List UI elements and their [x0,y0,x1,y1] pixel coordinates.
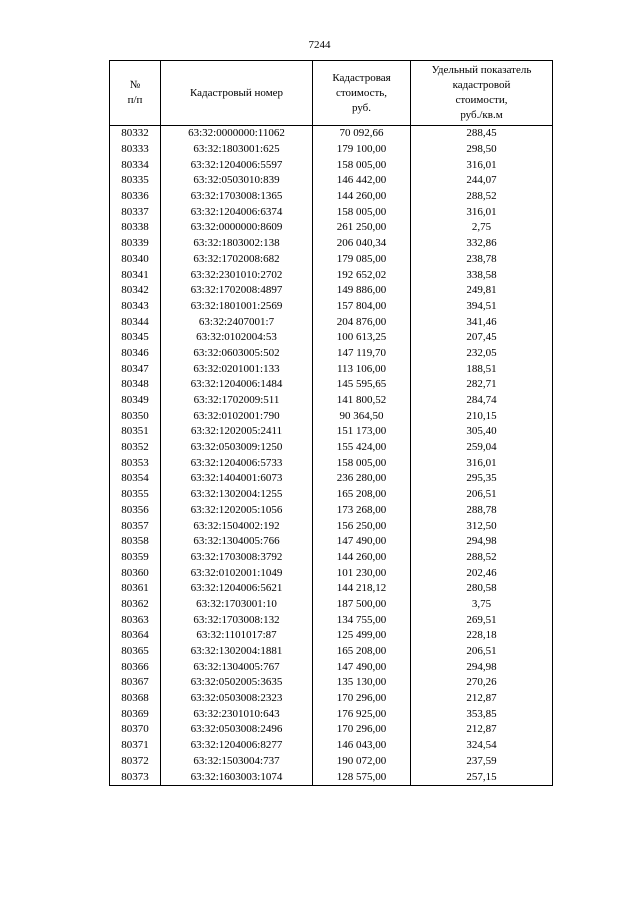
cadastral-number-cell: 63:32:1702008:682 [161,252,313,268]
specific-value-cell: 202,46 [411,565,553,581]
specific-value-cell: 316,01 [411,204,553,220]
row-number-cell: 80349 [110,393,161,409]
table-row [110,283,553,299]
cadastral-number-cell: 63:32:1101017:87 [161,628,313,644]
cadastral-number-cell: 63:32:1703001:10 [161,597,313,613]
cadastral-number-cell: 63:32:1204006:5621 [161,581,313,597]
row-number-cell: 80348 [110,377,161,393]
cadastral-number-cell: 63:32:0503010:839 [161,173,313,189]
row-number-cell: 80344 [110,314,161,330]
specific-value-cell: 288,78 [411,503,553,519]
cadastral-number-cell: 63:32:1504002:192 [161,518,313,534]
row-number-cell: 80334 [110,157,161,173]
cadastral-value-cell: 147 490,00 [313,659,411,675]
table-row [110,534,553,550]
cadastral-value-cell: 179 100,00 [313,142,411,158]
cadastral-number-cell: 63:32:1204006:1484 [161,377,313,393]
specific-value-cell: 324,54 [411,738,553,754]
table-row [110,644,553,660]
row-number-cell: 80341 [110,267,161,283]
specific-value-cell: 294,98 [411,534,553,550]
table-row [110,738,553,754]
row-number-cell: 80369 [110,706,161,722]
cadastral-number-cell: 63:32:0603005:502 [161,346,313,362]
specific-value-cell: 332,86 [411,236,553,252]
specific-value-cell: 338,58 [411,267,553,283]
table-row [110,126,553,142]
specific-value-cell: 282,71 [411,377,553,393]
cadastral-value-cell: 165 208,00 [313,644,411,660]
cadastral-number-cell: 63:32:0102001:1049 [161,565,313,581]
table-row [110,722,553,738]
cadastral-value-cell: 149 886,00 [313,283,411,299]
specific-value-cell: 206,51 [411,644,553,660]
table-row [110,236,553,252]
cadastral-number-cell: 63:32:1302004:1881 [161,644,313,660]
table-row [110,455,553,471]
header-row-number: № п/п [110,61,161,126]
cadastral-number-cell: 63:32:1803002:138 [161,236,313,252]
row-number-cell: 80353 [110,455,161,471]
cadastral-number-cell: 63:32:1202005:1056 [161,503,313,519]
cadastral-value-table [109,60,553,786]
specific-value-cell: 294,98 [411,659,553,675]
cadastral-number-cell: 63:32:2407001:7 [161,314,313,330]
cadastral-value-cell: 158 005,00 [313,204,411,220]
header-row [110,61,553,126]
specific-value-cell: 238,78 [411,252,553,268]
specific-value-cell: 316,01 [411,455,553,471]
row-number-cell: 80363 [110,612,161,628]
header-cadastral-value: Кадастровая стоимость, руб. [313,61,411,126]
cadastral-number-cell: 63:32:1204006:5733 [161,455,313,471]
table-body [110,126,553,786]
table-row [110,628,553,644]
row-number-cell: 80371 [110,738,161,754]
row-number-cell: 80347 [110,361,161,377]
table-row [110,424,553,440]
specific-value-cell: 188,51 [411,361,553,377]
cadastral-value-cell: 146 442,00 [313,173,411,189]
specific-value-cell: 244,07 [411,173,553,189]
row-number-cell: 80357 [110,518,161,534]
cadastral-number-cell: 63:32:1304005:767 [161,659,313,675]
table-row [110,314,553,330]
cadastral-number-cell: 63:32:0503008:2496 [161,722,313,738]
table-row [110,267,553,283]
cadastral-number-cell: 63:32:1703008:132 [161,612,313,628]
cadastral-value-cell: 192 652,02 [313,267,411,283]
table-row [110,408,553,424]
cadastral-value-cell: 134 755,00 [313,612,411,628]
cadastral-value-cell: 147 119,70 [313,346,411,362]
cadastral-number-cell: 63:32:2301010:643 [161,706,313,722]
row-number-cell: 80355 [110,487,161,503]
table-row [110,691,553,707]
row-number-cell: 80337 [110,204,161,220]
row-number-cell: 80350 [110,408,161,424]
table-row [110,612,553,628]
specific-value-cell: 295,35 [411,471,553,487]
row-number-cell: 80333 [110,142,161,158]
cadastral-number-cell: 63:32:1304005:766 [161,534,313,550]
specific-value-cell: 207,45 [411,330,553,346]
cadastral-number-cell: 63:32:1204006:5597 [161,157,313,173]
cadastral-number-cell: 63:32:1204006:8277 [161,738,313,754]
cadastral-number-cell: 63:32:1204006:6374 [161,204,313,220]
table-row [110,220,553,236]
cadastral-number-cell: 63:32:1603003:1074 [161,769,313,785]
cadastral-number-cell: 63:32:1503004:737 [161,754,313,770]
table-row [110,346,553,362]
row-number-cell: 80338 [110,220,161,236]
row-number-cell: 80370 [110,722,161,738]
table-row [110,393,553,409]
specific-value-cell: 237,59 [411,754,553,770]
cadastral-number-cell: 63:32:1702008:4897 [161,283,313,299]
cadastral-number-cell: 63:32:1703008:3792 [161,550,313,566]
row-number-cell: 80359 [110,550,161,566]
table-row [110,518,553,534]
header-cadastral-number: Кадастровый номер [161,61,313,126]
specific-value-cell: 259,04 [411,440,553,456]
cadastral-number-cell: 63:32:0503008:2323 [161,691,313,707]
cadastral-value-cell: 144 260,00 [313,189,411,205]
cadastral-value-cell: 173 268,00 [313,503,411,519]
cadastral-value-cell: 125 499,00 [313,628,411,644]
cadastral-value-cell: 170 296,00 [313,722,411,738]
specific-value-cell: 288,45 [411,126,553,142]
table-row [110,706,553,722]
cadastral-value-cell: 156 250,00 [313,518,411,534]
cadastral-value-cell: 158 005,00 [313,455,411,471]
table-row [110,581,553,597]
specific-value-cell: 288,52 [411,189,553,205]
cadastral-value-cell: 158 005,00 [313,157,411,173]
row-number-cell: 80340 [110,252,161,268]
cadastral-number-cell: 63:32:0000000:11062 [161,126,313,142]
page-number: 7244 [308,39,331,51]
specific-value-cell: 232,05 [411,346,553,362]
specific-value-cell: 341,46 [411,314,553,330]
table-row [110,471,553,487]
table-row [110,377,553,393]
row-number-cell: 80336 [110,189,161,205]
specific-value-cell: 312,50 [411,518,553,534]
cadastral-number-cell: 63:32:1703008:1365 [161,189,313,205]
table-row [110,487,553,503]
cadastral-value-cell: 179 085,00 [313,252,411,268]
cadastral-value-cell: 145 595,65 [313,377,411,393]
row-number-cell: 80335 [110,173,161,189]
cadastral-value-cell: 146 043,00 [313,738,411,754]
cadastral-number-cell: 63:32:1801001:2569 [161,299,313,315]
row-number-cell: 80362 [110,597,161,613]
row-number-cell: 80345 [110,330,161,346]
cadastral-value-cell: 128 575,00 [313,769,411,785]
cadastral-number-cell: 63:32:1302004:1255 [161,487,313,503]
cadastral-value-cell: 144 260,00 [313,550,411,566]
specific-value-cell: 288,52 [411,550,553,566]
row-number-cell: 80364 [110,628,161,644]
cadastral-number-cell: 63:32:1202005:2411 [161,424,313,440]
specific-value-cell: 249,81 [411,283,553,299]
cadastral-value-cell: 155 424,00 [313,440,411,456]
specific-value-cell: 2,75 [411,220,553,236]
cadastral-value-cell: 187 500,00 [313,597,411,613]
cadastral-number-cell: 63:32:0502005:3635 [161,675,313,691]
cadastral-value-cell: 190 072,00 [313,754,411,770]
cadastral-value-cell: 204 876,00 [313,314,411,330]
row-number-cell: 80354 [110,471,161,487]
table-row [110,597,553,613]
cadastral-number-cell: 63:32:0102004:53 [161,330,313,346]
table-row [110,142,553,158]
table-row [110,659,553,675]
row-number-cell: 80365 [110,644,161,660]
specific-value-cell: 212,87 [411,691,553,707]
table-row [110,204,553,220]
cadastral-number-cell: 63:32:0102001:790 [161,408,313,424]
table-row [110,754,553,770]
specific-value-cell: 305,40 [411,424,553,440]
cadastral-value-cell: 176 925,00 [313,706,411,722]
row-number-cell: 80343 [110,299,161,315]
specific-value-cell: 228,18 [411,628,553,644]
cadastral-value-cell: 206 040,34 [313,236,411,252]
table-row [110,173,553,189]
specific-value-cell: 280,58 [411,581,553,597]
cadastral-number-cell: 63:32:1803001:625 [161,142,313,158]
row-number-cell: 80367 [110,675,161,691]
table-row [110,157,553,173]
row-number-cell: 80372 [110,754,161,770]
table-row [110,252,553,268]
cadastral-value-cell: 101 230,00 [313,565,411,581]
specific-value-cell: 210,15 [411,408,553,424]
specific-value-cell: 3,75 [411,597,553,613]
row-number-cell: 80368 [110,691,161,707]
cadastral-value-cell: 165 208,00 [313,487,411,503]
cadastral-value-cell: 144 218,12 [313,581,411,597]
specific-value-cell: 298,50 [411,142,553,158]
specific-value-cell: 270,26 [411,675,553,691]
header-specific-value: Удельный показатель кадастровой стоимости, руб./кв.м [411,61,553,126]
cadastral-value-cell: 113 106,00 [313,361,411,377]
row-number-cell: 80361 [110,581,161,597]
cadastral-value-cell: 70 092,66 [313,126,411,142]
table-header [110,61,553,126]
table-row [110,675,553,691]
row-number-cell: 80346 [110,346,161,362]
specific-value-cell: 394,51 [411,299,553,315]
cadastral-value-cell: 261 250,00 [313,220,411,236]
table-row [110,769,553,785]
specific-value-cell: 257,15 [411,769,553,785]
cadastral-number-cell: 63:32:2301010:2702 [161,267,313,283]
table-row [110,189,553,205]
row-number-cell: 80351 [110,424,161,440]
cadastral-value-cell: 147 490,00 [313,534,411,550]
specific-value-cell: 206,51 [411,487,553,503]
cadastral-value-cell: 151 173,00 [313,424,411,440]
cadastral-value-cell: 170 296,00 [313,691,411,707]
cadastral-number-cell: 63:32:0503009:1250 [161,440,313,456]
cadastral-value-cell: 141 800,52 [313,393,411,409]
cadastral-number-cell: 63:32:1404001:6073 [161,471,313,487]
cadastral-number-cell: 63:32:0000000:8609 [161,220,313,236]
table-row [110,565,553,581]
row-number-cell: 80373 [110,769,161,785]
table-row [110,440,553,456]
specific-value-cell: 269,51 [411,612,553,628]
cadastral-value-cell: 236 280,00 [313,471,411,487]
row-number-cell: 80352 [110,440,161,456]
table-row [110,550,553,566]
specific-value-cell: 284,74 [411,393,553,409]
cadastral-value-cell: 100 613,25 [313,330,411,346]
cadastral-value-cell: 135 130,00 [313,675,411,691]
specific-value-cell: 316,01 [411,157,553,173]
cadastral-number-cell: 63:32:1702009:511 [161,393,313,409]
row-number-cell: 80366 [110,659,161,675]
specific-value-cell: 353,85 [411,706,553,722]
table-row [110,361,553,377]
table-row [110,330,553,346]
row-number-cell: 80358 [110,534,161,550]
row-number-cell: 80342 [110,283,161,299]
table-row [110,503,553,519]
table-row [110,299,553,315]
row-number-cell: 80356 [110,503,161,519]
cadastral-number-cell: 63:32:0201001:133 [161,361,313,377]
cadastral-value-cell: 90 364,50 [313,408,411,424]
row-number-cell: 80332 [110,126,161,142]
specific-value-cell: 212,87 [411,722,553,738]
cadastral-value-cell: 157 804,00 [313,299,411,315]
row-number-cell: 80339 [110,236,161,252]
row-number-cell: 80360 [110,565,161,581]
